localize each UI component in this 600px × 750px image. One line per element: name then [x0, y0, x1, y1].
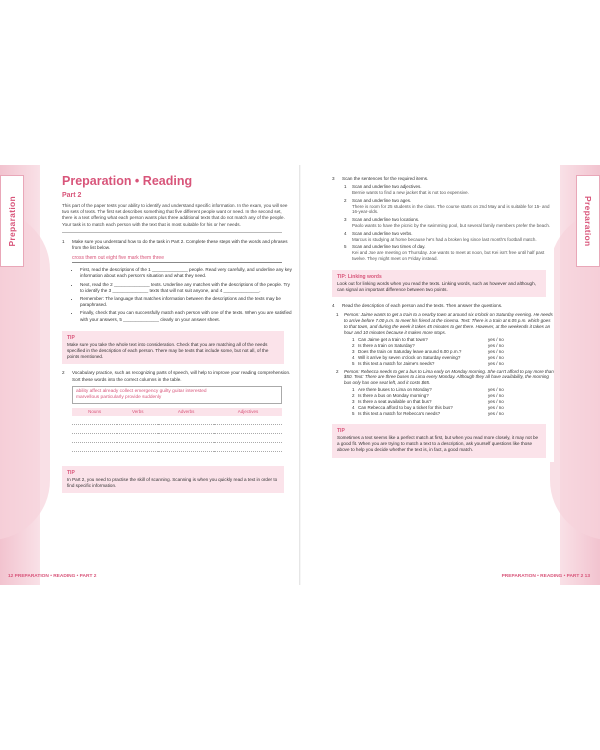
column-header: Verbs — [117, 408, 158, 416]
step-item: • Remember: The language that matches information between the descriptions and the texts may be paraphrased. — [80, 296, 292, 308]
yes-no-question: 4 Can Rebecca afford to buy a ticket for this bus? yes / no — [352, 404, 504, 410]
divider — [62, 232, 282, 233]
scan-item: 1 Scan and underline two adjectives. Bernie wants to find a new jacket that is not too expensive. — [344, 184, 469, 195]
step-item: • Finally, check that you can successfully match each person with one of the texts. When you are satisfied with your answers, 5 ______________ clearly on your answer sheet. — [80, 310, 292, 322]
yes-no-question: 1 Can Jaime get a train to that town? yes / no — [352, 336, 504, 342]
tip-box-2: TIP In Part 2, you need to practise the skill of scanning. Scanning is when you quickly read a text in order to find specific information. — [62, 466, 284, 493]
parts-of-speech-table — [72, 408, 282, 452]
tip-box-linking-words: TIP: Linking words Look out for linking words when you read the texts. Linking words, such as however and although, can signal an important difference between two points. — [332, 270, 546, 297]
page-title: Preparation • Reading — [62, 174, 193, 188]
yes-no-question: 2 Is there a train on Saturday? yes / no — [352, 342, 504, 348]
yes-no-question: 3 Does the train on Saturday leave around 6.00 p.m.? yes / no — [352, 348, 504, 354]
person-1-description: 1 Person: Jaime wants to get a train to a nearby town at around six o'clock on Saturday evening. He needs to arrive before 7.00 p.m. to meet his friend at the cinema. Text: There is a train at 6.05 p.m. which goes to that town, and during the week it takes 45 minutes to get there. However, at the weekends it takes an hour and 10 minutes because it makes more stops. — [336, 312, 553, 335]
scan-item: 4 Scan and underline two verbs. Marcus is studying at home because he's had a broken leg since last month's football match. — [344, 230, 537, 242]
yes-no-question: 1 Are there buses to Lima on Monday? yes / no — [352, 386, 504, 392]
scan-item: 2 Scan and underline two ages. There is room for 25 students in the class. The course starts on 2nd May and is suitable for 15- and 16-year-olds. — [344, 197, 550, 215]
question-1: 1 Make sure you understand how to do the task in Part 2. Complete these steps with the words and phrases from the list below. — [62, 238, 288, 251]
left-footer: 12 PREPARATION • READING • PART 2 — [8, 574, 97, 579]
step-item: • First, read the descriptions of the 1 ______________ people. Read very carefully, and underline any key information about each person's situation and what they need. — [80, 267, 292, 279]
steps-list — [72, 267, 292, 323]
yes-no-question: 4 Will it arrive by seven o'clock on Saturday evening? yes / no — [352, 354, 504, 360]
part-heading: Part 2 — [62, 192, 82, 199]
tip-box-1: TIP Make sure you take the whole text into consideration. Check that you are matching all of the needs specified in the description of each person. There may be texts that include some, but not all, of the points mentioned. — [62, 331, 284, 365]
question-3: 3 Scan the sentences for the required items. — [332, 176, 429, 181]
scan-item: 5 Scan and underline two times of day. Kei and Joe are meeting on Thursday. Joe wants to meet at noon, but Kei isn't free until half past twelve. They might meet on Friday instead. — [344, 244, 545, 261]
question-2: 2 Vocabulary practice, such as recognizing parts of speech, will help to improve your reading comprehension. Sort these words into the correct columns in the table. — [62, 370, 291, 382]
left-side-tab: Preparation — [0, 175, 24, 267]
yes-no-question: 5 Is this text a match for Rebecca's needs? yes / no — [352, 410, 504, 416]
word-list-2: ability affect already collect emergency guilty guitar interested marvellous particularly provide suddenly — [72, 386, 282, 404]
right-footer: PREPARATION • READING • PART 2 13 — [501, 574, 590, 579]
column-header: Nouns — [72, 408, 117, 416]
step-item: • Next, read the 2 ______________ texts. Underline any matches with the descriptions of the people. Try to identify the 3 ______________ texts that will not suit anyone, and 4 ______________. — [80, 282, 292, 294]
yes-no-question: 3 Is there a seat available on that bus? yes / no — [352, 398, 504, 404]
yes-no-question: 5 Is this text a match for Jaime's needs? yes / no — [352, 360, 504, 366]
question-4: 4 Read the description of each person and the texts. Then answer the questions. — [332, 303, 503, 309]
right-side-tab: Preparation — [576, 175, 600, 267]
column-header: Adverbs — [158, 408, 214, 416]
intro-paragraph: This part of the paper tests your ability to identify and understand specific information. In the exam, you will see two sets of texts. The first set describes something that five different people want or need. In the second set, there is a text offering what each person wants plus three additional texts that do not match any of the people. Your task is to match each person with the text that is most suitable for his or her needs. — [62, 203, 288, 227]
column-header: Adjectives — [214, 408, 282, 416]
person-2-description: 2 Person: Rebecca needs to get a bus to Lima early on Monday morning. She can't afford to pay more than $50. Text: There are three buses to Lima every Monday. Although they all have availability, the morning bus only has one seat left, and it costs $65. — [336, 368, 554, 386]
right-page — [322, 170, 554, 462]
left-page — [52, 170, 292, 497]
book-spine — [299, 165, 301, 585]
word-list-1: cross them out eight five mark them three — [72, 254, 282, 263]
scan-item: 3 Scan and underline two locations. Paolo wants to have the picnic by the swimming pool, but several family members prefer the beach. — [344, 217, 551, 228]
tip-box-4: TIP Sometimes a text seems like a perfect match at first, but when you read more closely, it may not be a good fit. When you are trying to match a text to a description, ask yourself questions like those above to help you decide whether the text is, in fact, a good match. — [332, 424, 546, 458]
yes-no-question: 2 Is there a bus on Monday morning? yes / no — [352, 392, 504, 398]
